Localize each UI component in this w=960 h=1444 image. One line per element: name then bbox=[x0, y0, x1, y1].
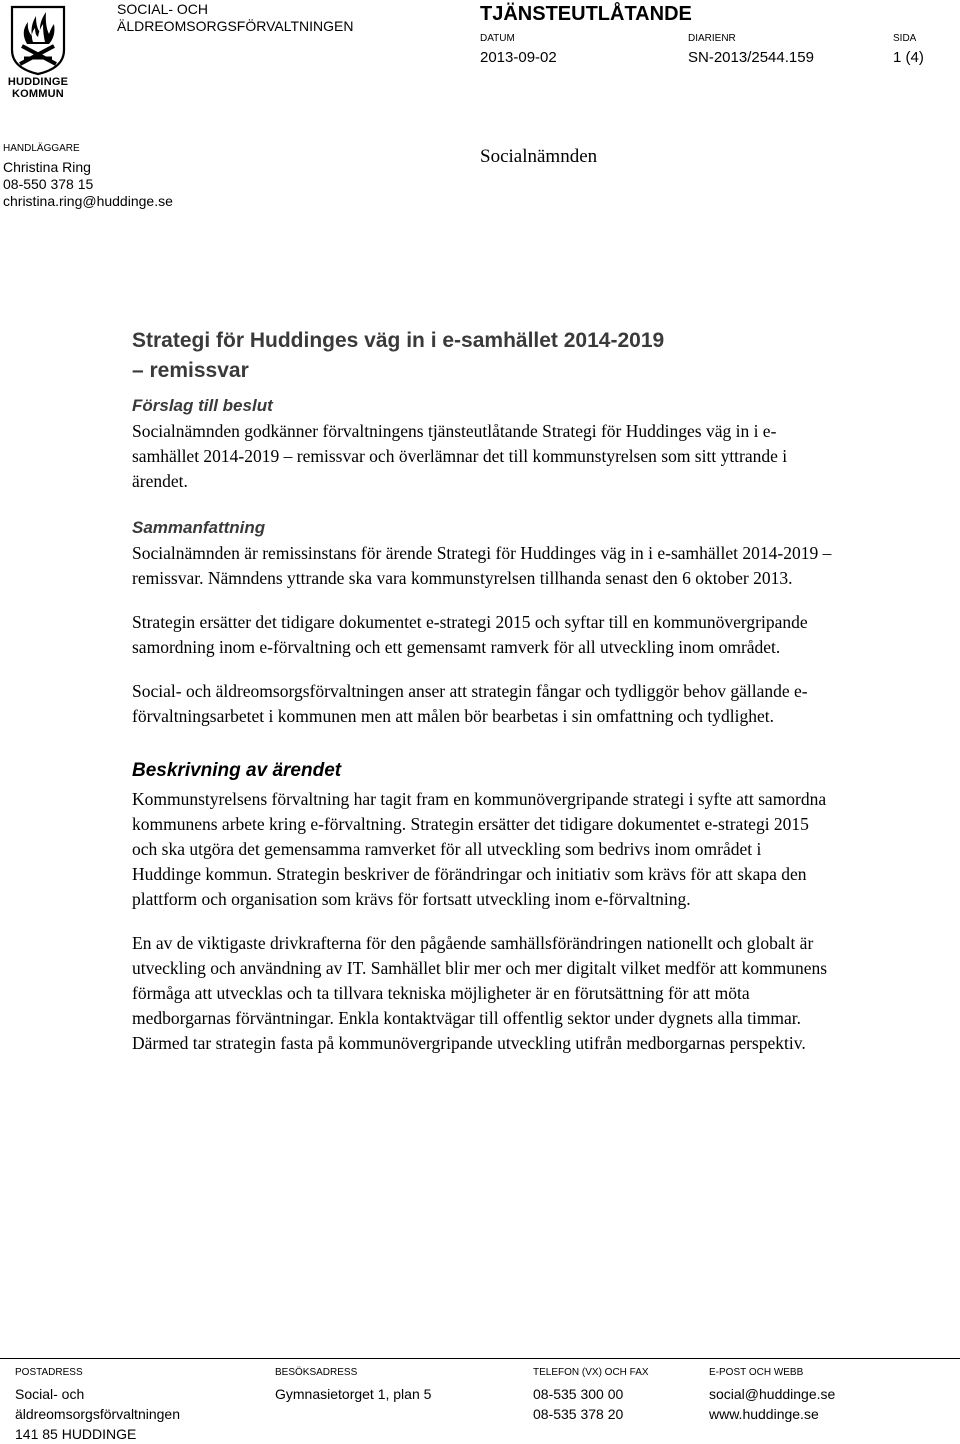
telefon-label: TELEFON (VX) OCH FAX bbox=[533, 1367, 649, 1378]
telefon-value: 08-535 300 00 08-535 378 20 bbox=[533, 1386, 624, 1422]
beskrivning-paragraph-1: Kommunstyrelsens förvaltning har tagit fram en kommunövergripande strategi i syfte att samordna kommunens arbete kring e-förvaltning. Strategin ersätter det tidigare dokumentet e-strategi 2015 och ska utgöra det gemensamma ramverket för all utveckling som bedrivs inom området i Huddinge kommun. Strategin beskriver de förändringar och initiativ som krävs för att skapa den plattform och organisation som krävs för fortsatt utveckling inom e-förvaltning. bbox=[132, 789, 827, 909]
logo-wordmark: HUDDINGE KOMMUN bbox=[7, 76, 69, 100]
postadress-value: Social- och äldreomsorgsförvaltningen 141 85 HUDDINGE bbox=[15, 1386, 180, 1442]
web-link[interactable]: www.huddinge.se bbox=[709, 1406, 819, 1422]
coat-of-arms-icon bbox=[6, 4, 70, 76]
sammanfattning-paragraph-2: Strategin ersätter det tidigare dokumentet e-strategi 2015 och syftar till en kommunövergripande samordning inom e-förvaltning och ett gemensamt ramverk för all utveckling inom området. bbox=[132, 612, 808, 657]
diarienr-value: SN-2013/2544.159 bbox=[688, 49, 814, 66]
sida-label: SIDA bbox=[893, 33, 917, 44]
handlaggare-label: HANDLÄGGARE bbox=[3, 143, 80, 154]
beskrivning-paragraph-2: En av de viktigaste drivkrafterna för den pågående samhällsförändringen nationellt och globalt är utveckling och användning av IT. Samhället blir mer och mer digitalt vilket medför att kommunens förmåga att utvecklas och ta tillvara tekniska möjligheter är en förutsättning för att möta medborgarnas förväntningar. Enkla kontaktvägar till offentlig sektor under dygnets alla timmar. Därmed tar strategin fasta på kommunövergripande utveckling utifrån medborgarnas perspektiv. bbox=[132, 933, 828, 1053]
document-type: TJÄNSTEUTLÅTANDE bbox=[480, 3, 692, 25]
sammanfattning-heading: Sammanfattning bbox=[132, 518, 266, 537]
datum-value: 2013-09-02 bbox=[480, 49, 557, 66]
recipient: Socialnämnden bbox=[480, 146, 598, 167]
handlaggare-phone: 08-550 378 15 bbox=[3, 176, 94, 192]
diarienr-label: DIARIENR bbox=[688, 33, 736, 44]
handlaggare-name: Christina Ring bbox=[3, 159, 91, 175]
besoksadress-value: Gymnasietorget 1, plan 5 bbox=[275, 1386, 432, 1402]
besoksadress-label: BESÖKSADRESS bbox=[275, 1367, 358, 1378]
handlaggare-email[interactable]: christina.ring@huddinge.se bbox=[3, 193, 173, 209]
epost-value bbox=[709, 1384, 835, 1424]
footer-divider bbox=[0, 1358, 960, 1359]
document-body bbox=[132, 326, 832, 1056]
beskrivning-heading: Beskrivning av ärendet bbox=[132, 760, 342, 781]
epost-label: E-POST OCH WEBB bbox=[709, 1367, 804, 1378]
email-link[interactable]: social@huddinge.se bbox=[709, 1386, 836, 1402]
datum-label: DATUM bbox=[480, 33, 515, 44]
beslut-heading: Förslag till beslut bbox=[132, 396, 273, 415]
sammanfattning-paragraph-1: Socialnämnden är remissinstans för ärende Strategi för Huddinges väg in i e-samhället 2014-2019 – remissvar. Nämndens yttrande ska vara kommunstyrelsen tillhanda senast den 6 oktober 2013. bbox=[132, 543, 832, 588]
postadress-label: POSTADRESS bbox=[15, 1367, 83, 1378]
organization-name: SOCIAL- OCH ÄLDREOMSORGSFÖRVALTNINGEN bbox=[117, 1, 354, 34]
handlaggare-contact bbox=[3, 159, 173, 210]
beslut-text: Socialnämnden godkänner förvaltningens tjänsteutlåtande Strategi för Huddinges väg in i e-samhället 2014-2019 – remissvar och överlämnar det till kommunstyrelsen som sitt yttrande i ärendet. bbox=[132, 421, 788, 491]
sammanfattning-paragraph-3: Social- och äldreomsorgsförvaltningen anser att strategin fångar och tydliggör behov gällande e-förvaltningsarbetet i kommunen men att målen bör bearbetas i sin omfattning och tydlighet. bbox=[132, 681, 808, 726]
document-title: Strategi för Huddinges väg in i e-samhället 2014-2019 – remissvar bbox=[132, 329, 665, 382]
sida-value: 1 (4) bbox=[893, 49, 924, 66]
huddinge-kommun-logo bbox=[6, 4, 70, 104]
